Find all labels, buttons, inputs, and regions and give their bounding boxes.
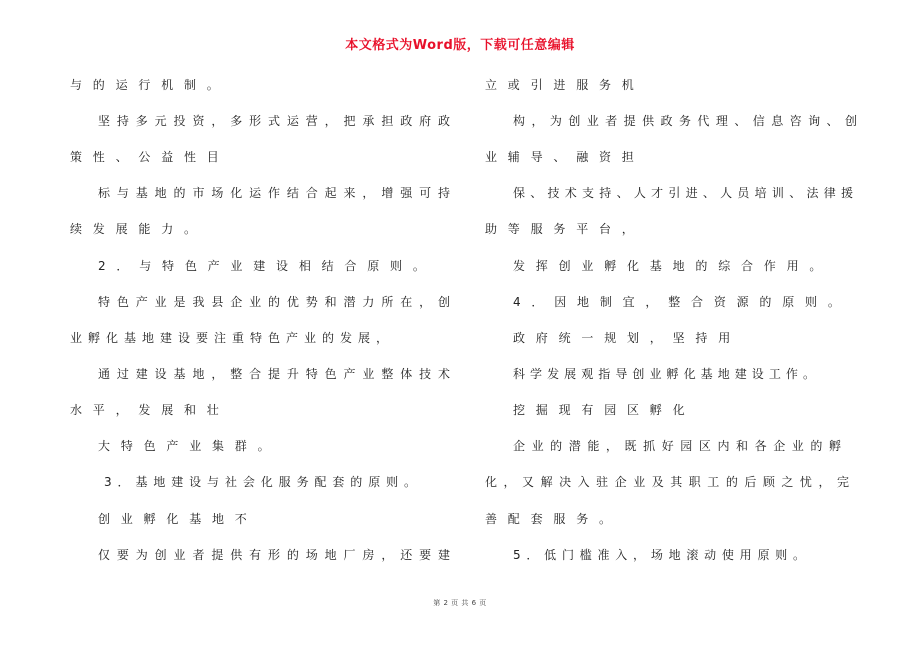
text-line: 业孵化基地建设要注重特色产业的发展， <box>70 331 388 345</box>
text-line: 策性、公益性目 <box>70 150 230 164</box>
text-line: 发挥创业孵化基地的综合作用。 <box>513 259 833 273</box>
text-line: 续发展能力。 <box>70 222 207 236</box>
text-line: 业辅导、融资担 <box>485 150 645 164</box>
text-line: 3．基地建设与社会化服务配套的原则。 <box>104 475 416 489</box>
text-line: 4．因地制宜，整合资源的原则。 <box>513 295 851 309</box>
text-line: 水平，发展和壮 <box>70 403 230 417</box>
text-line: 科学发展观指导创业孵化基地建设工作。 <box>513 367 815 381</box>
text-line: 助等服务平台， <box>485 222 645 236</box>
text-line: 仅要为创业者提供有形的场地厂房，还要建 <box>98 548 450 562</box>
text-line: 化，又解决入驻企业及其职工的后顾之忧，完 <box>485 475 849 489</box>
text-line: 大特色产业集群。 <box>98 439 281 453</box>
text-line: 与的运行机制。 <box>70 78 230 92</box>
text-line: 善配套服务。 <box>485 512 622 526</box>
text-line: 政府统一规划，坚持用 <box>513 331 742 345</box>
text-line: 特色产业是我县企业的优势和潜力所在，创 <box>98 295 450 309</box>
text-line: 坚持多元投资，多形式运营，把承担政府政 <box>98 114 450 128</box>
text-line: 2．与特色产业建设相结合原则。 <box>98 259 436 273</box>
text-line: 创业孵化基地不 <box>98 512 258 526</box>
text-line: 企业的潜能，既抓好园区内和各企业的孵 <box>513 439 841 453</box>
text-line: 保、技术支持、人才引进、人员培训、法律援 <box>513 186 853 200</box>
text-line: 通过建设基地，整合提升特色产业整体技术 <box>98 367 450 381</box>
text-line: 构，为创业者提供政务代理、信息咨询、创 <box>513 114 857 128</box>
word-format-banner: 本文格式为Word版，下载可任意编辑 <box>345 38 575 53</box>
text-line: 立或引进服务机 <box>485 78 645 92</box>
text-line: 挖掘现有园区孵化 <box>513 403 696 417</box>
page-number-footer: 第 2 页 共 6 页 <box>433 599 487 607</box>
text-line: 5．低门槛准入，场地滚动使用原则。 <box>513 548 805 562</box>
text-line: 标与基地的市场化运作结合起来，增强可持 <box>98 186 450 200</box>
